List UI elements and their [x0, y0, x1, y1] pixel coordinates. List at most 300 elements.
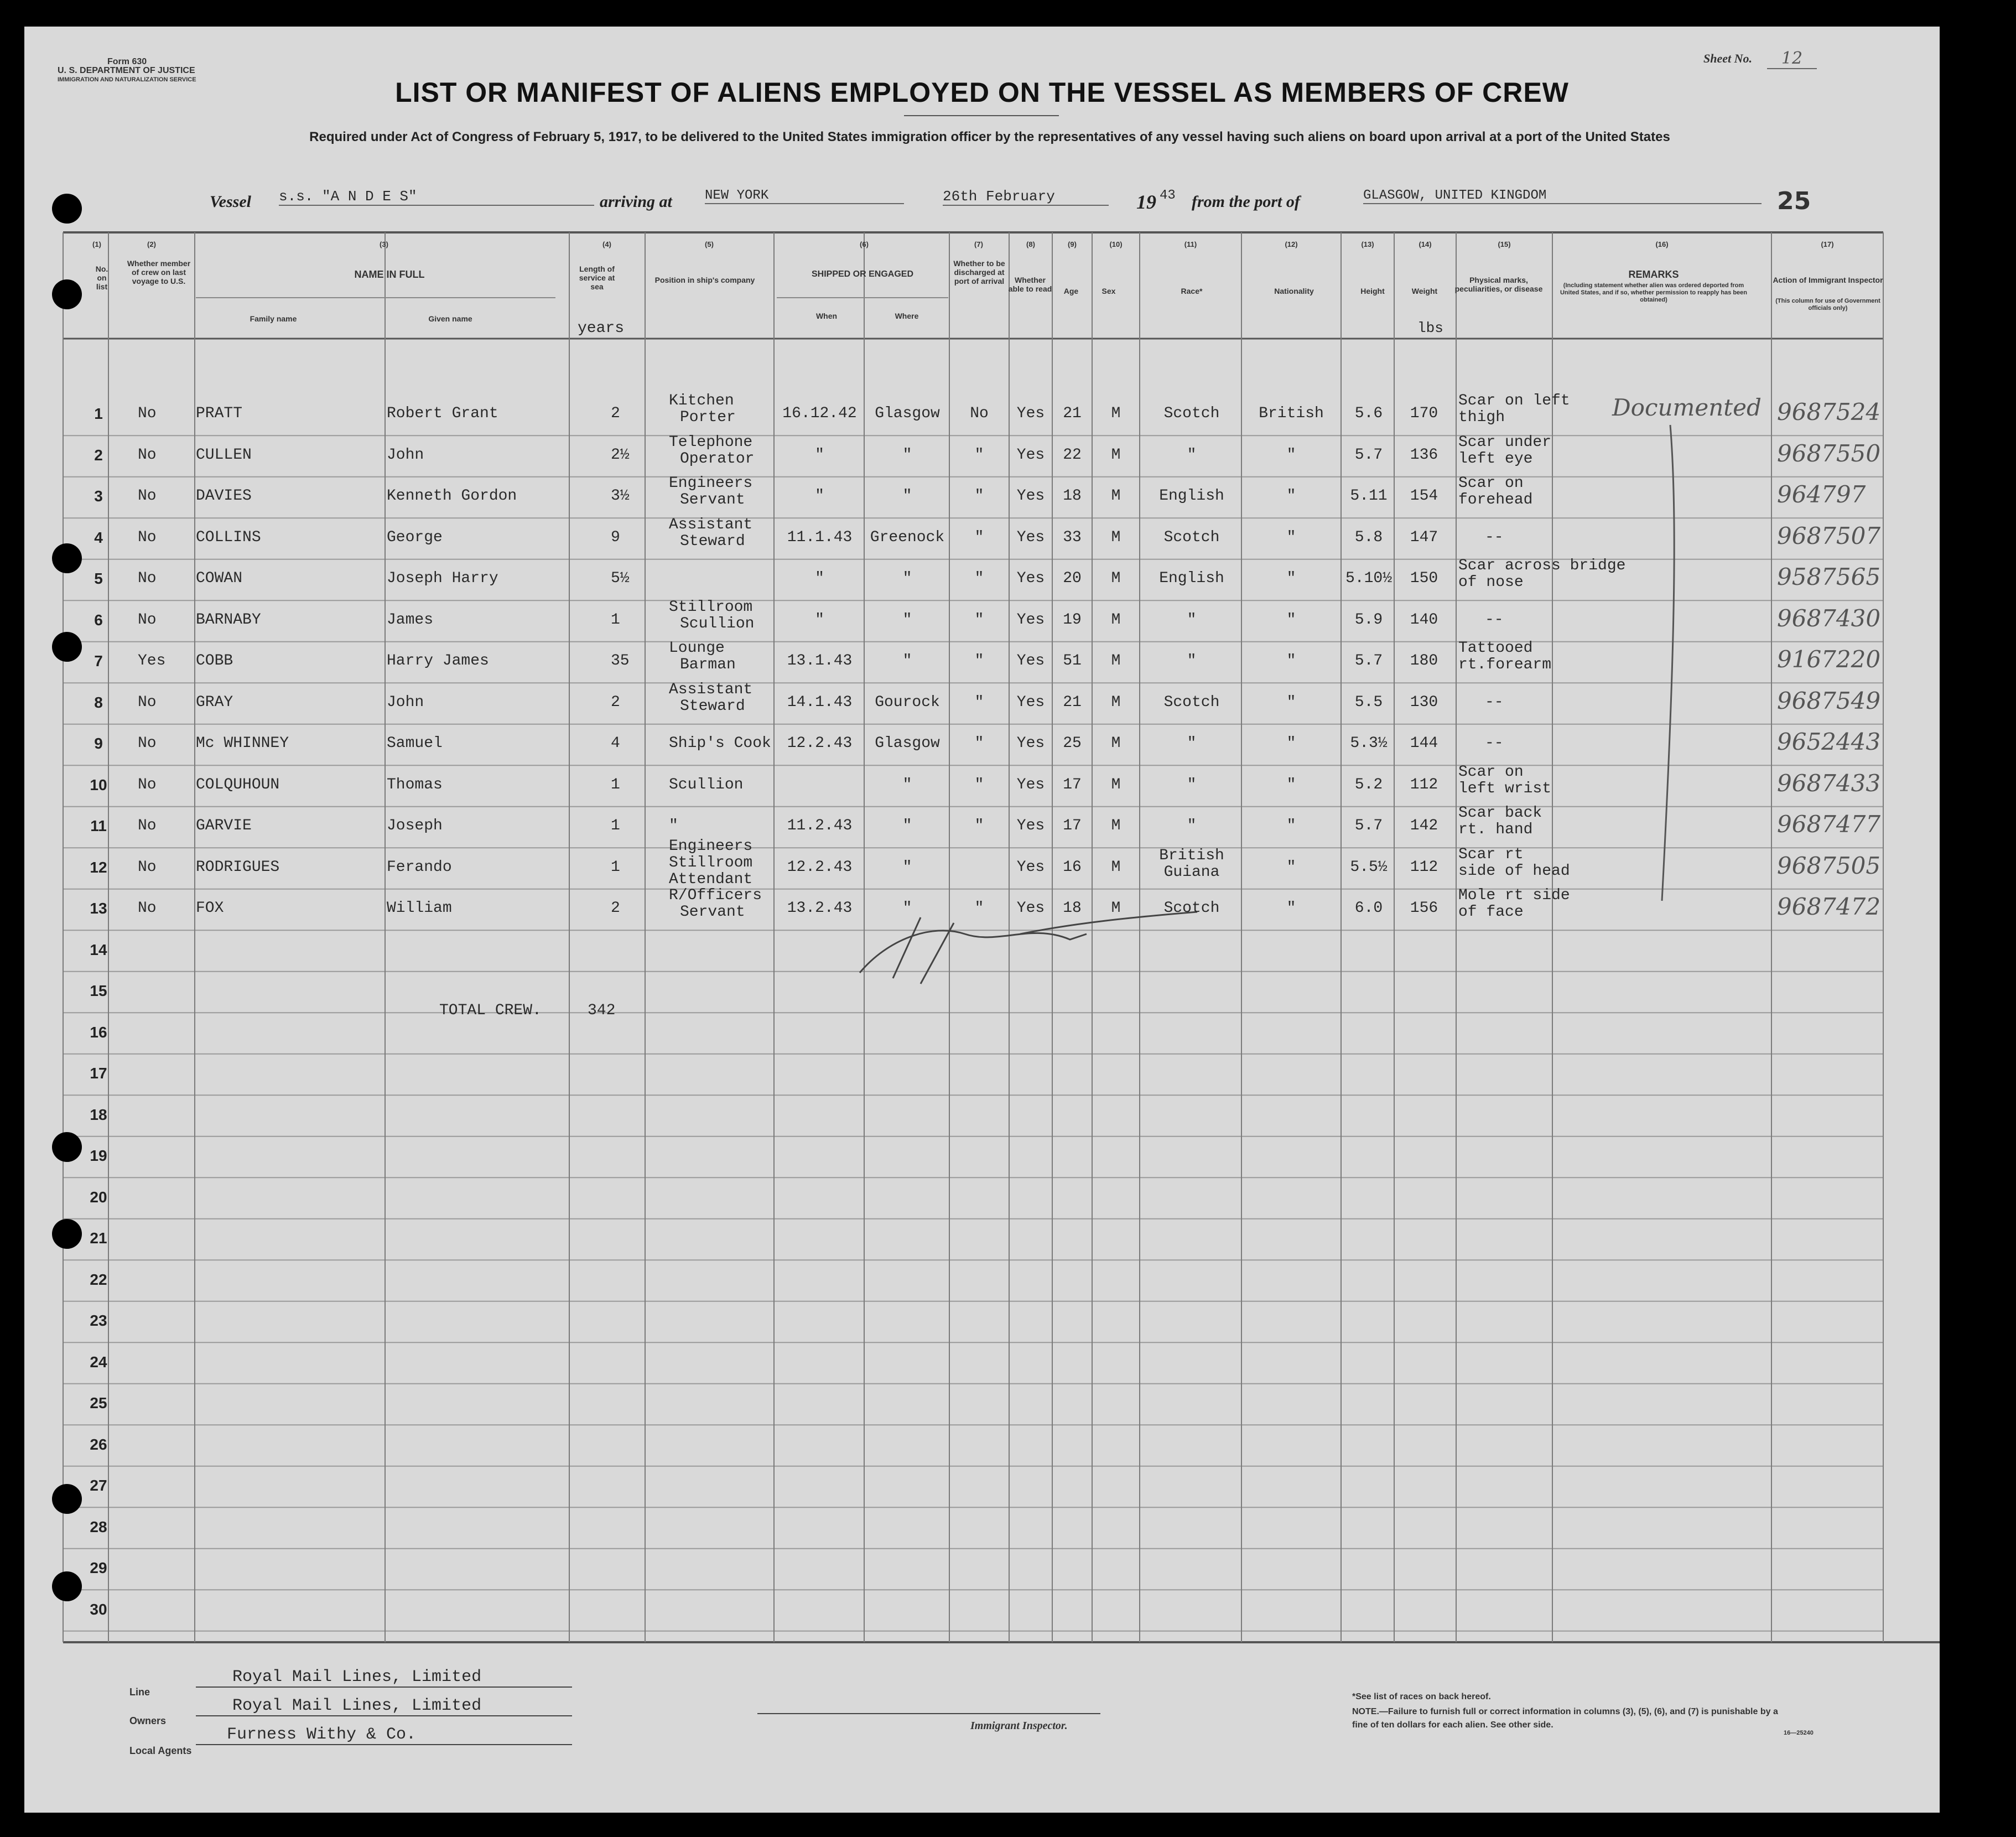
family-name: COLLINS — [196, 528, 261, 546]
column-number: (14) — [1419, 240, 1432, 248]
family-name: BARNABY — [196, 611, 261, 629]
length-of-service: 1 — [611, 817, 620, 834]
binder-hole — [52, 279, 82, 309]
able-to-read: Yes — [1016, 858, 1045, 876]
shipped-when: 12.2.43 — [787, 858, 853, 876]
age: 21 — [1063, 405, 1082, 422]
row-number: 2 — [94, 446, 103, 464]
physical-marks: Scar rt — [1458, 845, 1524, 863]
row-number: 20 — [90, 1188, 107, 1206]
race: " — [1187, 446, 1197, 464]
col-header-marks: Physical marks, peculiarities, or disease — [1454, 276, 1543, 293]
row-number: 18 — [90, 1106, 107, 1123]
col-header-sex: Sex — [1101, 287, 1116, 295]
given-name: James — [387, 611, 434, 629]
family-name: RODRIGUES — [196, 858, 280, 876]
position-in-company: Barman — [680, 656, 736, 673]
family-name: CULLEN — [196, 446, 252, 464]
member-last-voyage: No — [138, 735, 157, 752]
binder-hole — [52, 1571, 82, 1601]
weight: 144 — [1410, 735, 1438, 752]
able-to-read: Yes — [1016, 405, 1045, 422]
column-number: (11) — [1184, 240, 1197, 248]
row-number: 30 — [90, 1600, 107, 1618]
family-name: Mc WHINNEY — [196, 735, 289, 752]
height: 5.5 — [1354, 693, 1383, 711]
able-to-read: Yes — [1016, 817, 1045, 834]
owners-value: Royal Mail Lines, Limited — [196, 1696, 572, 1716]
inspector-signature — [860, 912, 1197, 984]
length-of-service: 1 — [611, 611, 620, 629]
physical-marks: left eye — [1458, 450, 1533, 468]
arrival-port: NEW YORK — [705, 188, 904, 204]
family-name: FOX — [196, 900, 224, 917]
form-number: Form 630 — [107, 57, 147, 66]
sex: M — [1111, 405, 1121, 422]
sheet-number-label: Sheet No. — [1703, 51, 1752, 65]
to-be-discharged: " — [974, 570, 984, 587]
column-number: (2) — [147, 240, 156, 248]
row-number: 26 — [90, 1435, 107, 1453]
row-number: 29 — [90, 1559, 107, 1576]
vessel-name: s.s. "A N D E S" — [279, 188, 594, 206]
to-be-discharged: " — [974, 446, 984, 464]
page-mark: 25 — [1777, 187, 1811, 215]
position-in-company: Porter — [680, 409, 736, 426]
member-last-voyage: Yes — [138, 652, 166, 670]
binder-hole — [52, 1484, 82, 1514]
service-name: IMMIGRATION AND NATURALIZATION SERVICE — [58, 76, 196, 83]
able-to-read: Yes — [1016, 446, 1045, 464]
row-number: 16 — [90, 1023, 107, 1041]
physical-marks: left wrist — [1458, 780, 1552, 797]
age: 17 — [1063, 817, 1082, 834]
column-number: (16) — [1655, 240, 1669, 248]
row-number: 1 — [94, 405, 103, 422]
sex: M — [1111, 652, 1121, 670]
inspector-label: Immigrant Inspector. — [970, 1720, 1068, 1732]
weight: 112 — [1410, 858, 1438, 876]
col-header-action: Action of Immigrant Inspector — [1773, 276, 1883, 284]
inspector-action-number: 9687477 — [1777, 811, 1881, 838]
position-in-company: Assistant — [669, 516, 753, 533]
race: " — [1187, 817, 1197, 834]
physical-marks: -- — [1485, 611, 1504, 629]
row-number: 4 — [94, 528, 103, 546]
length-of-service: 1 — [611, 858, 620, 876]
shipped-when: " — [815, 570, 824, 587]
position-in-company: R/Officers — [669, 887, 762, 904]
to-be-discharged: " — [974, 776, 984, 793]
inspector-action-number: 9687549 — [1777, 687, 1881, 714]
row-number: 8 — [94, 693, 103, 711]
physical-marks: Scar on — [1458, 475, 1524, 492]
nationality: British — [1259, 405, 1324, 422]
length-of-service: 4 — [611, 735, 620, 752]
shipped-when: 12.2.43 — [787, 735, 853, 752]
local-agents-value: Furness Withy & Co. — [196, 1725, 572, 1745]
height: 5.7 — [1354, 817, 1383, 834]
able-to-read: Yes — [1016, 735, 1045, 752]
col-header-read: Whether able to read — [1008, 276, 1052, 293]
row-number: 25 — [90, 1394, 107, 1412]
row-number: 7 — [94, 652, 103, 670]
row-number: 21 — [90, 1229, 107, 1247]
given-name: Samuel — [387, 735, 443, 752]
col-header-age: Age — [1063, 287, 1079, 295]
manifest-sheet — [24, 27, 1940, 1813]
member-last-voyage: No — [138, 446, 157, 464]
weight-unit: lbs — [1417, 320, 1443, 336]
row-number: 10 — [90, 776, 107, 793]
physical-marks: side of head — [1458, 862, 1570, 880]
col-header-action-note: (This column for use of Government officials only) — [1775, 298, 1880, 312]
shipped-where: Glasgow — [875, 735, 940, 752]
row-number: 13 — [90, 900, 107, 917]
position-in-company: Steward — [680, 697, 745, 715]
age: 21 — [1063, 693, 1082, 711]
race: Scotch — [1163, 405, 1220, 422]
column-number: (7) — [974, 240, 983, 248]
binder-hole — [52, 632, 82, 662]
shipped-where: " — [902, 817, 912, 834]
nationality: " — [1286, 487, 1296, 505]
shipped-when: " — [815, 487, 824, 505]
row-number: 5 — [94, 570, 103, 587]
row-number: 11 — [90, 817, 107, 834]
shipped-where: Glasgow — [875, 405, 940, 422]
member-last-voyage: No — [138, 487, 157, 505]
inspector-action-number: 9687433 — [1777, 769, 1881, 797]
nationality: " — [1286, 858, 1296, 876]
remarks-bracket-line — [1662, 425, 1674, 901]
member-last-voyage: No — [138, 611, 157, 629]
shipped-where: " — [902, 652, 912, 670]
row-number: 12 — [90, 858, 107, 876]
col-header-race: Race* — [1181, 287, 1203, 295]
column-number: (1) — [92, 240, 101, 248]
position-in-company: Servant — [680, 491, 745, 508]
race: Scotch — [1163, 693, 1220, 711]
to-be-discharged: No — [970, 405, 989, 422]
family-name: COBB — [196, 652, 233, 670]
position-in-company: Kitchen — [669, 392, 734, 409]
age: 18 — [1063, 487, 1082, 505]
sex: M — [1111, 611, 1121, 629]
weight: 140 — [1410, 611, 1438, 629]
shipped-when: 11.1.43 — [787, 528, 853, 546]
length-of-service: 35 — [611, 652, 630, 670]
age: 20 — [1063, 570, 1082, 587]
physical-marks: rt.forearm — [1458, 656, 1552, 673]
page-subtitle: Required under Act of Congress of February 5, 1917, to be delivered to the United States immigration officer by the representatives of any vessel having such aliens on board upon arrival at a port of the United States — [309, 129, 1670, 144]
shipped-when: 13.2.43 — [787, 900, 853, 917]
column-number: (6) — [860, 240, 869, 248]
department-name: U. S. DEPARTMENT OF JUSTICE — [58, 66, 195, 75]
inspector-action-number: 9687524 — [1777, 398, 1881, 425]
physical-marks: -- — [1485, 735, 1504, 752]
race: Scotch — [1163, 528, 1220, 546]
member-last-voyage: No — [138, 776, 157, 793]
inspector-action-number: 964797 — [1777, 481, 1866, 508]
shipped-when: 16.12.42 — [782, 405, 857, 422]
height: 5.3½ — [1350, 735, 1388, 752]
year-prefix: 19 — [1136, 191, 1156, 213]
weight: 156 — [1410, 900, 1438, 917]
row-number: 6 — [94, 611, 103, 629]
member-last-voyage: No — [138, 858, 157, 876]
given-name: Kenneth Gordon — [387, 487, 517, 505]
position-in-company: Scullion — [680, 615, 755, 632]
nationality: " — [1286, 693, 1296, 711]
inspector-action-number: 9687505 — [1777, 852, 1881, 879]
col-header-discharged: Whether to be discharged at port of arrival — [953, 259, 1005, 286]
member-last-voyage: No — [138, 528, 157, 546]
col-header-no: No. on list — [95, 264, 108, 291]
given-name: John — [387, 446, 424, 464]
position-in-company: Stillroom — [669, 598, 753, 616]
sex: M — [1111, 817, 1121, 834]
family-name: GRAY — [196, 693, 233, 711]
member-last-voyage: No — [138, 693, 157, 711]
sex: M — [1111, 528, 1121, 546]
position-in-company: Steward — [680, 532, 745, 550]
weight: 112 — [1410, 776, 1438, 793]
nationality: " — [1286, 817, 1296, 834]
able-to-read: Yes — [1016, 776, 1045, 793]
length-of-service: 2 — [611, 405, 620, 422]
weight: 150 — [1410, 570, 1438, 587]
physical-marks: of nose — [1458, 574, 1524, 591]
given-name: William — [387, 900, 452, 917]
binder-hole — [52, 194, 82, 224]
position-in-company: Attendant — [669, 870, 753, 888]
shipped-where: " — [902, 776, 912, 793]
length-of-service: 2½ — [611, 446, 630, 464]
race: " — [1187, 611, 1197, 629]
height: 5.2 — [1354, 776, 1383, 793]
height: 6.0 — [1354, 900, 1383, 917]
sex: M — [1111, 487, 1121, 505]
inspector-action-number: 9687430 — [1777, 604, 1881, 632]
sex: M — [1111, 858, 1121, 876]
shipped-when: 14.1.43 — [787, 693, 853, 711]
col-header-name: NAME IN FULL — [354, 269, 425, 280]
inspector-action-number: 9687550 — [1777, 439, 1881, 467]
shipped-where: " — [902, 446, 912, 464]
to-be-discharged: " — [974, 611, 984, 629]
weight: 147 — [1410, 528, 1438, 546]
position-in-company: " — [669, 817, 678, 834]
shipped-where: Greenock — [870, 528, 945, 546]
physical-marks: Scar across bridge — [1458, 557, 1626, 574]
page-title: LIST OR MANIFEST OF ALIENS EMPLOYED ON THE VESSEL AS MEMBERS OF CREW — [395, 77, 1569, 108]
weight: 154 — [1410, 487, 1438, 505]
position-in-company: Scullion — [669, 776, 744, 793]
col-header-height: Height — [1360, 287, 1385, 295]
physical-marks: Scar under — [1458, 433, 1552, 451]
sheet-number: 12 — [1767, 49, 1817, 69]
member-last-voyage: No — [138, 570, 157, 587]
race: " — [1187, 776, 1197, 793]
able-to-read: Yes — [1016, 570, 1045, 587]
position-in-company: Ship's Cook — [669, 735, 771, 752]
age: 18 — [1063, 900, 1082, 917]
col-header-when: When — [815, 312, 838, 320]
inspector-action-number: 9687472 — [1777, 893, 1881, 920]
inspector-action-number: 9687507 — [1777, 522, 1881, 549]
shipped-when: " — [815, 446, 824, 464]
weight: 130 — [1410, 693, 1438, 711]
length-of-service: 3½ — [611, 487, 630, 505]
race: Scotch — [1163, 900, 1220, 917]
local-agents-label: Local Agents — [129, 1745, 192, 1756]
length-of-service: 2 — [611, 900, 620, 917]
row-number: 24 — [90, 1353, 107, 1371]
to-be-discharged: " — [974, 735, 984, 752]
physical-marks: Scar on — [1458, 763, 1524, 781]
able-to-read: Yes — [1016, 487, 1045, 505]
height: 5.11 — [1350, 487, 1388, 505]
nationality: " — [1286, 611, 1296, 629]
age: 33 — [1063, 528, 1082, 546]
column-number: (4) — [602, 240, 611, 248]
physical-marks: -- — [1485, 693, 1504, 711]
age: 19 — [1063, 611, 1082, 629]
physical-marks: -- — [1485, 528, 1504, 546]
able-to-read: Yes — [1016, 611, 1045, 629]
age: 25 — [1063, 735, 1082, 752]
col-header-member: Whether member of crew on last voyage to U.S. — [127, 259, 191, 286]
shipped-where: " — [902, 858, 912, 876]
inspector-action-number: 9652443 — [1777, 728, 1881, 755]
family-name: PRATT — [196, 405, 243, 422]
age: 22 — [1063, 446, 1082, 464]
height: 5.7 — [1354, 446, 1383, 464]
shipped-when: " — [815, 611, 824, 629]
able-to-read: Yes — [1016, 693, 1045, 711]
col-header-remarks-note: (Including statement whether alien was ordered deported from United States, and if so, whether permission to reapply has been obtained) — [1560, 282, 1748, 303]
column-number: (12) — [1285, 240, 1298, 248]
position-in-company: Servant — [680, 904, 745, 921]
able-to-read: Yes — [1016, 528, 1045, 546]
total-crew-label: TOTAL CREW. — [439, 1002, 542, 1019]
weight: 136 — [1410, 446, 1438, 464]
to-be-discharged: " — [974, 817, 984, 834]
nationality: " — [1286, 900, 1296, 917]
family-name: COWAN — [196, 570, 243, 587]
col-header-where: Where — [895, 312, 919, 320]
year: 43 — [1160, 188, 1176, 203]
print-code: 16—25240 — [1784, 1730, 1814, 1736]
to-be-discharged: " — [974, 900, 984, 917]
column-number: (3) — [380, 240, 388, 248]
shipped-where: " — [902, 487, 912, 505]
remark-handwritten: Documented — [1612, 394, 1762, 421]
row-number: 15 — [90, 982, 107, 999]
column-number: (15) — [1498, 240, 1511, 248]
weight: 180 — [1410, 652, 1438, 670]
sex: M — [1111, 900, 1121, 917]
col-header-remarks: REMARKS — [1628, 269, 1679, 280]
inspector-action-number: 9167220 — [1777, 646, 1881, 673]
sex: M — [1111, 446, 1121, 464]
race: " — [1187, 735, 1197, 752]
given-name: George — [387, 528, 443, 546]
col-header-family: Family name — [250, 314, 297, 323]
column-number: (10) — [1109, 240, 1123, 248]
position-in-company: Stillroom — [669, 854, 753, 871]
column-number: (9) — [1068, 240, 1077, 248]
row-number: 17 — [90, 1065, 107, 1082]
able-to-read: Yes — [1016, 900, 1045, 917]
height: 5.5½ — [1350, 858, 1388, 876]
row-number: 22 — [90, 1270, 107, 1288]
row-number: 23 — [90, 1312, 107, 1329]
nationality: " — [1286, 735, 1296, 752]
length-of-service: 1 — [611, 776, 620, 793]
physical-marks: of face — [1458, 904, 1524, 921]
total-crew-value: 342 — [588, 1002, 616, 1019]
to-be-discharged: " — [974, 652, 984, 670]
position-in-company: Telephone — [669, 433, 753, 451]
age: 51 — [1063, 652, 1082, 670]
height: 5.6 — [1354, 405, 1383, 422]
row-number: 3 — [94, 487, 103, 505]
col-header-shipped: SHIPPED OR ENGAGED — [811, 269, 914, 279]
shipped-when: 11.2.43 — [787, 817, 853, 834]
physical-marks: Scar back — [1458, 805, 1542, 822]
shipped-where: " — [902, 611, 912, 629]
member-last-voyage: No — [138, 405, 157, 422]
row-number: 27 — [90, 1477, 107, 1494]
shipped-when: 13.1.43 — [787, 652, 853, 670]
given-name: Ferando — [387, 858, 452, 876]
position-in-company: Lounge — [669, 640, 725, 657]
nationality: " — [1286, 776, 1296, 793]
shipped-where: " — [902, 900, 912, 917]
height: 5.8 — [1354, 528, 1383, 546]
physical-marks: Scar on left — [1458, 392, 1570, 409]
position-in-company: Engineers — [669, 837, 753, 855]
column-number: (5) — [705, 240, 714, 248]
row-number: 19 — [90, 1147, 107, 1164]
height: 5.10½ — [1345, 570, 1392, 587]
member-last-voyage: No — [138, 817, 157, 834]
race: British — [1159, 847, 1224, 864]
vessel-label: Vessel — [210, 193, 251, 211]
position-in-company: Assistant — [669, 681, 753, 698]
column-number: (13) — [1361, 240, 1374, 248]
sex: M — [1111, 570, 1121, 587]
length-of-service: 2 — [611, 693, 620, 711]
penalty-note: NOTE.—Failure to furnish full or correct information in columns (3), (5), (6), and (7) is punishable by a fine of ten dollars for each alien. See other side. — [1352, 1707, 1778, 1730]
col-header-position: Position in ship's company — [654, 276, 755, 284]
binder-hole — [52, 543, 82, 573]
age: 16 — [1063, 858, 1082, 876]
col-header-length: Length of service at sea — [579, 264, 615, 291]
to-be-discharged: " — [974, 487, 984, 505]
nationality: " — [1286, 446, 1296, 464]
given-name: Harry James — [387, 652, 489, 670]
race: " — [1187, 652, 1197, 670]
weight: 170 — [1410, 405, 1438, 422]
nationality: " — [1286, 652, 1296, 670]
physical-marks: thigh — [1458, 409, 1505, 426]
length-of-service: 5½ — [611, 570, 630, 587]
physical-marks: rt. hand — [1458, 821, 1533, 838]
length-unit: years — [578, 320, 625, 337]
